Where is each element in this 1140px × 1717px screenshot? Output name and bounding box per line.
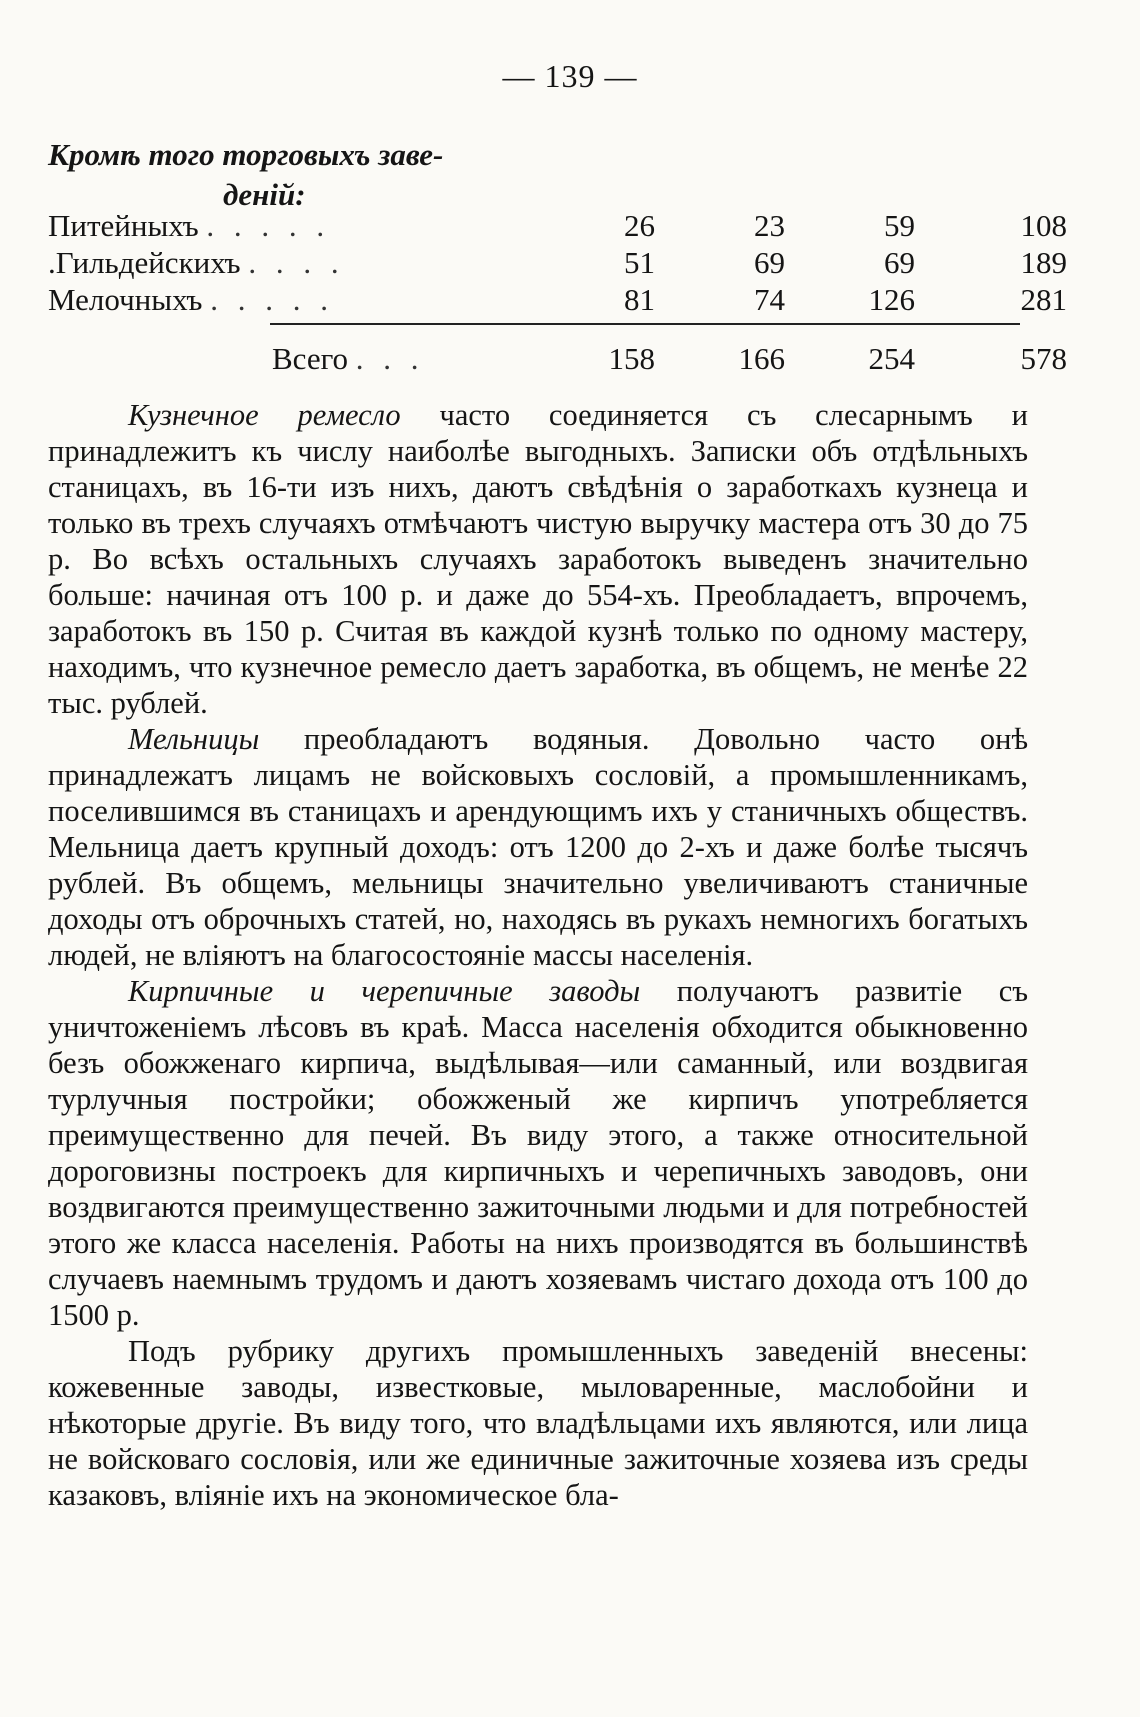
paragraph-keyword: Кирпичные и черепичные заводы — [128, 974, 641, 1008]
row-label: .Гильдейскихъ — [48, 245, 241, 280]
total-divider — [270, 323, 1020, 325]
cell-value: 108 — [1020, 208, 1067, 243]
page-number: — 139 — — [502, 58, 638, 94]
body-text — [48, 397, 1028, 1513]
total-value: 158 — [608, 341, 655, 376]
table-heading — [48, 135, 528, 215]
total-row — [48, 339, 1067, 379]
cell-value: 51 — [624, 245, 655, 280]
paragraph-other-industries — [48, 1333, 1028, 1513]
paragraph-text: преобладаютъ водяныя. Довольно часто онѣ принадлежатъ лицамъ не войсковыхъ сословій, а промышленникамъ, поселившимся въ станицахъ и арендующимъ ихъ у станичныхъ обществъ. Мельница даетъ крупный доходъ: отъ 1200 до 2-хъ и даже болѣе тысячъ рублей. Въ общемъ, мельницы значительно увеличиваютъ станичные доходы отъ оброчныхъ статей, но, находясь въ рукахъ немногихъ богатыхъ людей, не вліяютъ на благосостояніе массы населенія. — [48, 722, 1028, 972]
cell-value: 281 — [1020, 282, 1067, 317]
paragraph-brickworks — [48, 973, 1028, 1333]
table-heading-line1: Кромѣ того торговыхъ заве- — [48, 137, 444, 172]
total-value: 166 — [738, 341, 785, 376]
total-value: 254 — [868, 341, 915, 376]
cell-value: 59 — [884, 208, 915, 243]
cell-value: 69 — [754, 245, 785, 280]
cell-value: 189 — [1020, 245, 1067, 280]
establishments-table — [48, 207, 1067, 318]
paragraph-keyword: Кузнечное ремесло — [128, 398, 401, 432]
cell-value: 23 — [754, 208, 785, 243]
total-label: Всего — [272, 341, 349, 376]
leader-dots: . . . — [355, 341, 425, 376]
table-row — [48, 207, 1067, 244]
paragraph-text: часто соединяется съ слесарнымъ и принадлежитъ къ числу наиболѣе выгодныхъ. Записки объ отдѣльныхъ станицахъ, въ 16-ти изъ нихъ, даютъ свѣдѣнія о заработкахъ кузнеца и только въ трехъ случаяхъ отмѣчаютъ чистую выручку мастера отъ 30 до 75 р. Во всѣхъ остальныхъ случаяхъ заработокъ выведенъ значительно больше: начиная отъ 100 р. и даже до 554-хъ. Преобладаетъ, впрочемъ, заработокъ въ 150 р. Считая въ каждой кузнѣ только по одному мастеру, находимъ, что кузнечное ремесло даетъ заработка, въ общемъ, не менѣе 22 тыс. рублей. — [48, 398, 1028, 720]
total-value: 578 — [1020, 341, 1067, 376]
cell-value: 126 — [868, 282, 915, 317]
cell-value: 74 — [754, 282, 785, 317]
leader-dots: . . . . — [248, 245, 345, 280]
paragraph-text: Подъ рубрику другихъ промышленныхъ заведеній внесены: кожевенные заводы, известковые, мыловаренные, маслобойни и нѣкоторые другіе. Въ виду того, что владѣльцами ихъ являются, или лица не войсковаго сословія, или же единичные зажиточные хозяева изъ среды казаковъ, вліяніе ихъ на экономическое бла- — [48, 1334, 1028, 1512]
cell-value: 26 — [624, 208, 655, 243]
paragraph-blacksmith — [48, 397, 1028, 721]
paragraph-keyword: Мельницы — [128, 722, 260, 756]
leader-dots: . . . . . — [206, 208, 331, 243]
row-label: Мелочныхъ — [48, 282, 203, 317]
table-row — [48, 281, 1067, 318]
table-heading-line2: деній: — [223, 177, 306, 212]
cell-value: 81 — [624, 282, 655, 317]
cell-value: 69 — [884, 245, 915, 280]
row-label: Питейныхъ — [48, 208, 199, 243]
paragraph-text: получаютъ развитіе съ уничтоженіемъ лѣсовъ въ краѣ. Масса населенія обходится обыкновенно безъ обожженаго кирпича, выдѣлывая—или саманный, или воздвигая турлучныя постройки; обожженый же кирпичъ употребляется преимущественно для печей. Въ виду этого, а также относительной дороговизны построекъ для кирпичныхъ и черепичныхъ заводовъ, они воздвигаются преимущественно зажиточными людьми и для потребностей этого же класса населенія. Работы на нихъ производятся въ большинствѣ случаевъ наемнымъ трудомъ и даютъ хозяевамъ чистаго дохода отъ 100 до 1500 р. — [48, 974, 1028, 1332]
total-row-table — [48, 339, 1067, 379]
leader-dots: . . . . . — [210, 282, 334, 317]
paragraph-mills — [48, 721, 1028, 973]
table-row — [48, 244, 1067, 281]
